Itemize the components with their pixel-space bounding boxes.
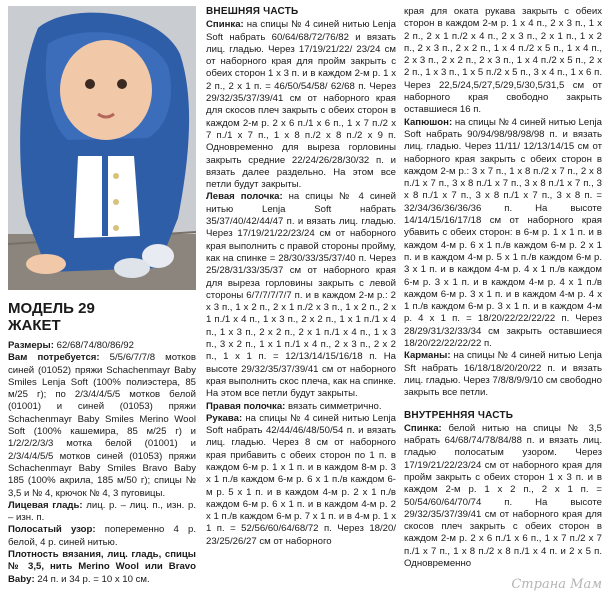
paragraph-materials: Вам потребуется: 5/5/6/7/7/8 мотков синей (01052) пряжи Schachenmayr Baby Smiles Lenja Soft (100% полиэстера, 85 м/25 г); по 2/3/4/4/5/5 мотков белой (01001) и синей (01053) пряжи Schachenmayr Baby Smiles Merino Wool Soft (100% кашемира, 85 м/25 г) и 1/2/2/2/3/3 мотка белой (01001) и 2/3/4/4/5/5 мотков синей (01053) пряжи Schachenmayr Baby Smiles Bravo Baby 185 (100% акрила, 185 м/50 г); спицы № 3,5 и № 4, крючок № 4, 3 пуговицы. xyxy=(8,352,196,499)
model-number: МОДЕЛЬ 29 xyxy=(8,300,95,317)
section-heading-outer: ВНЕШНЯЯ ЧАСТЬ xyxy=(206,6,299,17)
paragraph-back: Спинка: на спицы № 4 синей нитью Lenja Soft набрать 60/64/68/72/76/82 и вязать лиц. гладью. Через 17/19/21/22/ 23/24 см от наборного края для пройм закрыть с обеих сторон 1 x 3 п. и в каждом 2-м р. 1 x 2 п., 2 x 1 п. = 46/50/54/58/ 62/68 п. Через 29/32/35/37/39/41 см от наборного края для скосов плеч закрыть с обеих сторон в каждом 2-м р. 2 x 6 п./1 x 6 п., 1 x 7 п./2 x 7 п./1 x 7 п., 1 x 8 п./2 x 8 п./2 x 9 п. Одновременно для выреза горловины закрыть средние 22/24/26/28/30/32 п. и вязать далее раздельно. На этом все петли будут закрыты. xyxy=(206,19,396,191)
column-2 xyxy=(206,6,396,596)
section-heading-inner: ВНУТРЕННЯЯ ЧАСТЬ xyxy=(404,409,514,421)
item-title: ЖАКЕТ xyxy=(8,317,61,334)
paragraph-pockets: Карманы: на спицы № 4 синей нитью Lenja Sft набрать 16/18/18/20/20/22 п. и вязать лиц. гладью. Через 7/8/8/9/9/10 см свободно закрыть все петли. xyxy=(404,350,602,399)
column-1 xyxy=(8,300,196,592)
photo-illustration xyxy=(8,6,196,290)
site-watermark: Страна Мам xyxy=(511,577,602,592)
paragraph-stripe-pattern: Полосатый узор: попеременно 4 р. белой, 4 р. синей нитью. xyxy=(8,524,196,548)
paragraph-sleeve-cap: края для оката рукава закрыть с обеих сторон в каждом 2-м р. 1 x 4 п., 2 x 3 п., 1 x 2 п., 2 x 1 п./2 x 4 п., 2 x 3 п., 2 x 1 п., 1 x 2 п., 2 x 3 п., 2 x 2 п., 1 x 4 п./2 x 5 п., 1 x 4 п., 2 x 3 п., 2 x 2 п., 2 x 3 п., 1 x 4 п./2 x 5 п., 2 x 2 п., 1 x 3 п., 1 x 5 п./2 x 5 п., 3 x 4 п., 1 x 6 п. Через 22,5/24,5/27,5/29,5/30,5/31,5 см от наборного края свободно закрыть оставшиеся 16 п. xyxy=(404,6,602,116)
baby-jacket-photo xyxy=(8,6,196,290)
paragraph-left-front: Левая полочка: на спицы № 4 синей нитью Lenja Soft набрать 35/37/40/42/44/47 п. и вязать лиц. гладью. Через 17/19/21/22/23/24 см от наборного края выполнить с правой стороны пройму, как на спинке = 28/30/33/35/37/40 п. Через 25/28/31/33/35/37 см от наборного края для выреза горловины закрыть с левой стороны 6/7/7/7/7/7 п. и в каждом 2-м р.: 2 x 3 п., 1 x 2 п., 2 x 1 п./2 x 3 п., 1 x 2 п., 2 x 1 п./1 x 4 п., 1 x 3 п., 2 x 2 п., 1 x 1 п./1 x 4 п., 1 x 3 п., 2 x 2 п., 2 x 1 п./1 x 4 п., 1 x 3 п., 3 x 2 п., 1 x 1 п./1 x 4 п., 2 x 3 п., 2 x 2 п., 1 x 1 п. = 12/13/14/15/16/18 п. На высоте 29/32/35/37/39/41 см от наборного края выполнить скос плеча, как на спинке. На этом все петли будут закрыты. xyxy=(206,191,396,400)
paragraph-right-front: Правая полочка: вязать симметрично. xyxy=(206,400,382,412)
paragraph-sizes: Размеры: 62/68/74/80/86/92 xyxy=(8,340,134,351)
paragraph-inner-back: Спинка: белой нитью на спицы № 3,5 набрать 64/68/74/78/84/88 п. и вязать лиц. гладью полосатым узором. Через 17/19/21/22/23/24 см от наборного края для пройм закрыть с обеих сторон 1 x 3 п. и в каждом 2-м р. 1 x 2 п., 2 x 1 п. = 50/54/60/64/70/74 п. На высоте 29/32/35/37/39/41 см от наборного края для скосов плеч закрыть с обеих сторон в каждом 2-м р. 2 x 6 п./1 x 6 п., 1 x 7 п./2 x 7 п./1 x 7 п., 1 x 8 п./2 x 8 п./1 x 4 п. и 2 x 5 п. Одновременно xyxy=(404,422,602,570)
column-3 xyxy=(404,6,602,596)
paragraph-hood: Капюшон: на спицы № 4 синей нитью Lenja Soft набрать 90/94/98/98/98/98 п. и вязать лиц. гладью. Через 11/11/ 12/13/14/15 см от наборного края закрыть с обеих сторон в каждом 2-м р.: 3 x 7 п., 1 x 8 п./2 x 7 п., 2 x 8 п./1 x 7 п., 3 x 8 п./1 x 7 п., 3 x 8 п./1 x 7 п., 3 x 8 п./1 x 7 п., 3 x 8 п./1 x 7 п., 3 x 8 п. = 32/34/36/36/36/36 п. На высоте 14/14/15/16/17/18 см от наборного края убавить с обеих сторон: в 6-м р. 1 x 1 п. и в каждом 4-м р. 6 x 1 п./в каждом 6-м р. 2 x 1 п. и в каждом 4-м р. 5 x 1 п./в каждом 6-м р. 3 x 1 п. и в каждом 4-м р. 4 x 1 п./в каждом 6-м р. 3 x 1 п. и в каждом 4-м р. 4 x 1 п./в каждом 6-м р. 3 x 1 п. и в каждом 4-м р. 4 x 1 п./в каждом 6-м р. 3 x 1 п. и в каждом 4-м р. 4 x 1 п. = 18/20/22/22/22/22 п. Через 28/29/31/32/33/34 см закрыть оставшиеся 18/20/22/22/22/22 п. xyxy=(404,116,602,350)
paragraph-sleeves: Рукава: на спицы № 4 синей нитью Lenja Soft набрать 42/44/46/48/50/54 п. и вязать лиц. гладью. Через 8 см от наборного края прибавить с обеих сторон по 1 п. в каждом 6-м р. 1 x 1 п. и в каждом 8-м р. 3 x 1 п./в каждом 6-м р. 6 x 1 п./в каждом 6-м р. 5 x 1 п. и в каждом 4-м р. 2 x 1 п./в каждом 6-м р. 6 x 1 п. и в каждом 4-м р. 2 x 1 п./в каждом 6-м р. 7 x 1 п. и в 4-м р. 1 x 1 п. = 52/56/60/64/68/72 п. Через 18/20/ 23/25/26/27 см от наборного xyxy=(206,412,396,547)
paragraph-gauge: Плотность вязания, лиц. гладь, спицы № 3,5, нить Merino Wool или Bravo Baby: 24 п. и 34 р. = 10 x 10 см. xyxy=(8,549,196,585)
paragraph-stockinette: Лицевая гладь: лиц. р. – лиц. п., изн. р. – изн. п. xyxy=(8,499,196,524)
